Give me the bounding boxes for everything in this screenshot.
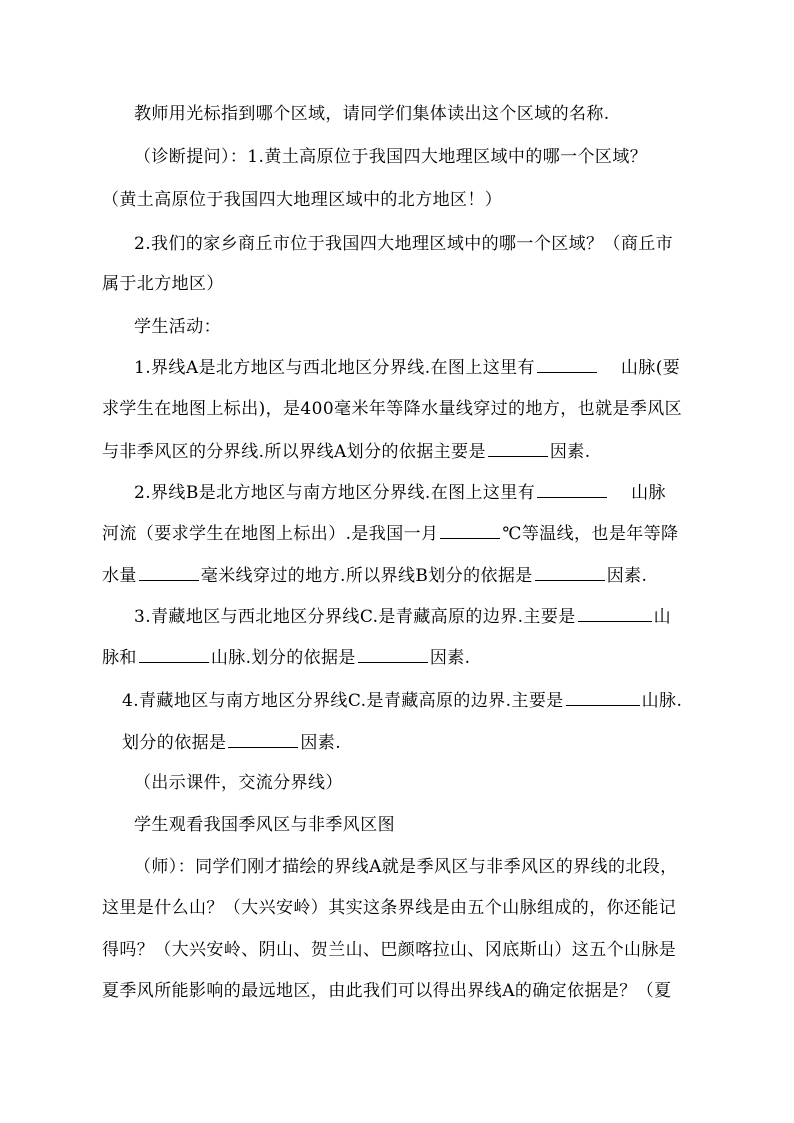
activity-line xyxy=(122,689,682,712)
text: 因素. xyxy=(606,566,648,586)
activity-line xyxy=(102,564,647,587)
text-line xyxy=(102,897,676,919)
text: 求学生在地图上标出)，是400毫米年等降水量线穿过的地方，也就是季风区 xyxy=(102,399,683,419)
text: 因素. xyxy=(300,733,342,753)
text-line xyxy=(134,103,610,125)
text: 学生活动： xyxy=(134,317,221,337)
text: 得吗？（大兴安岭、阴山、贺兰山、巴颜喀拉山、冈底斯山）这五个山脉是 xyxy=(102,940,677,960)
text: 这里是什么山？（大兴安岭）其实这条界线是由五个山脉组成的，你还能记 xyxy=(102,898,677,918)
text: 山脉(要 xyxy=(620,358,681,378)
teacher-line xyxy=(134,856,678,878)
text-line xyxy=(102,273,224,295)
text: ℃等温线，也是年等降 xyxy=(502,524,679,544)
text-line xyxy=(102,189,502,211)
fill-blank[interactable] xyxy=(139,564,199,581)
activity-line xyxy=(102,646,470,669)
activity-line xyxy=(134,481,666,504)
fill-blank[interactable] xyxy=(139,646,209,663)
text-line xyxy=(134,772,343,794)
text: 夏季风所能影响的最远地区，由此我们可以得出界线A的确定依据是？（夏 xyxy=(102,981,672,1001)
fill-blank[interactable] xyxy=(535,564,605,581)
text: 2.我们的家乡商丘市位于我国四大地理区域中的哪一个区域？（商丘市 xyxy=(134,234,674,254)
fill-blank[interactable] xyxy=(537,356,597,373)
fill-blank[interactable] xyxy=(488,440,548,457)
activity-line xyxy=(122,731,341,754)
fill-blank[interactable] xyxy=(228,731,298,748)
text-line xyxy=(134,814,395,836)
text: （出示课件，交流分界线） xyxy=(134,773,343,793)
fill-blank[interactable] xyxy=(358,646,428,663)
section-heading xyxy=(134,316,221,338)
fill-blank[interactable] xyxy=(578,605,652,622)
text: 3.青藏地区与西北地区分界线C.是青藏高原的边界.主要是 xyxy=(134,607,576,627)
activity-line xyxy=(102,522,678,545)
text: 山脉. xyxy=(641,691,683,711)
text: 山脉 xyxy=(631,483,666,503)
fill-blank[interactable] xyxy=(566,689,640,706)
text: 属于北方地区） xyxy=(102,274,224,294)
text-line xyxy=(102,939,676,961)
activity-line xyxy=(102,398,682,420)
text: 脉和 xyxy=(102,648,137,668)
text: （黄土高原位于我国四大地理区域中的北方地区！） xyxy=(102,190,503,210)
activity-line xyxy=(134,356,680,379)
text: 与非季风区的分界线.所以界线A划分的依据主要是 xyxy=(102,442,486,462)
text: 2.界线B是北方地区与南方地区分界线.在图上这里有 xyxy=(134,483,536,503)
text: 因素. xyxy=(549,442,591,462)
text: 学生观看我国季风区与非季风区图 xyxy=(134,815,395,835)
diagnostic-question-line xyxy=(134,146,647,168)
text: 因素. xyxy=(429,648,471,668)
text: 水量 xyxy=(102,566,137,586)
text: （诊断提问）：1.黄土高原位于我国四大地理区域中的哪一个区域？ xyxy=(134,147,648,167)
text: 教师用光标指到哪个区域，请同学们集体读出这个区域的名称. xyxy=(134,104,610,124)
text: （师）：同学们刚才描绘的界线A就是季风区与非季风区的界线的北段， xyxy=(134,857,678,877)
activity-line xyxy=(134,605,671,628)
text: 4.青藏地区与南方地区分界线C.是青藏高原的边界.主要是 xyxy=(122,691,564,711)
fill-blank[interactable] xyxy=(537,481,607,498)
text: 1.界线A是北方地区与西北地区分界线.在图上这里有 xyxy=(134,358,535,378)
text: 山脉.划分的依据是 xyxy=(210,648,356,668)
text: 划分的依据是 xyxy=(122,733,227,753)
text: 河流（要求学生在地图上标出）.是我国一月 xyxy=(102,524,439,544)
text-line xyxy=(102,980,671,1002)
fill-blank[interactable] xyxy=(440,522,500,539)
activity-line xyxy=(102,440,591,463)
text-line xyxy=(134,233,673,255)
text: 毫米线穿过的地方.所以界线B划分的依据是 xyxy=(200,566,533,586)
text: 山 xyxy=(653,607,672,627)
